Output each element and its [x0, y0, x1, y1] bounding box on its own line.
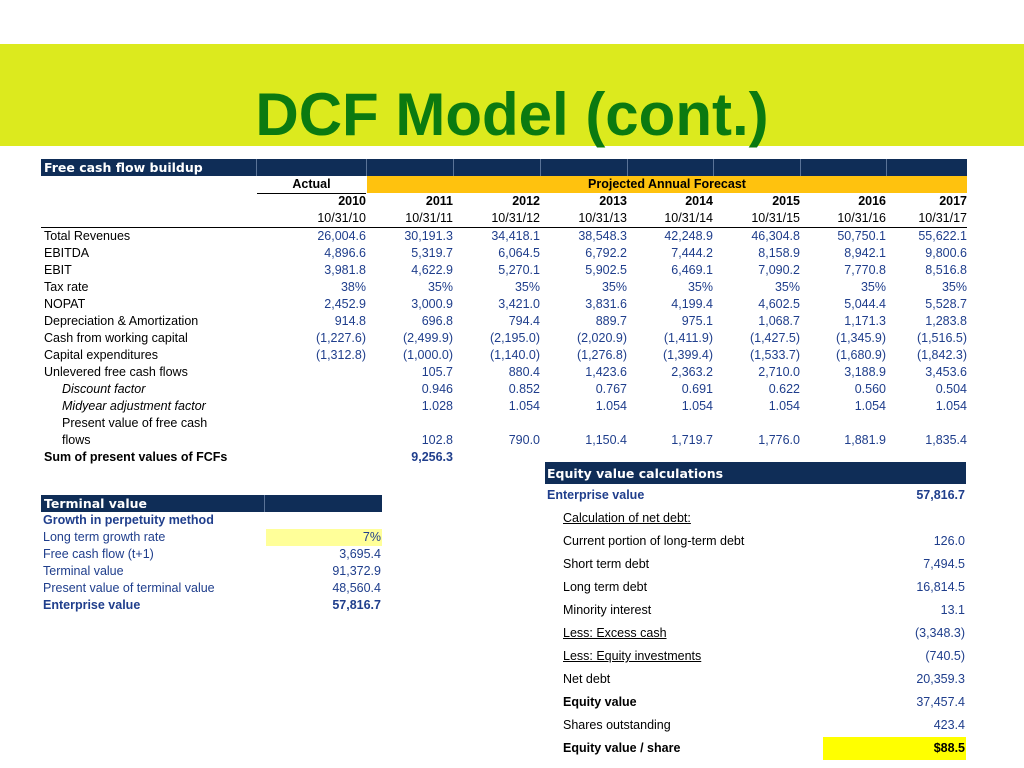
equity-value-per-share: $88.5 — [933, 741, 965, 755]
equity-row-value: 20,359.3 — [916, 672, 965, 686]
terminal-row-value[interactable]: 7% — [362, 530, 381, 544]
date-header: 10/31/11 — [405, 211, 453, 225]
fcf-cell: (1,533.7) — [749, 348, 800, 362]
fcf-cell: 105.7 — [421, 365, 453, 379]
terminal-header-label: Terminal value — [44, 496, 148, 511]
fcf-cell: (2,020.9) — [576, 331, 627, 345]
fcf-row-label: Tax rate — [44, 280, 89, 294]
year-header: 2010 — [338, 194, 366, 208]
fcf-row — [41, 364, 967, 381]
fcf-cell: 1.054 — [595, 399, 627, 413]
terminal-row-label: Long term growth rate — [43, 530, 166, 544]
sum-pv-label: Sum of present values of FCFs — [44, 450, 228, 464]
fcf-row — [41, 262, 967, 279]
fcf-cell: 26,004.6 — [317, 229, 366, 243]
equity-row-value: (3,348.3) — [914, 626, 965, 640]
equity-header-bar — [545, 462, 966, 484]
fcf-row-label-continuation — [41, 415, 967, 432]
fcf-cell: 8,158.9 — [758, 246, 800, 260]
equity-row-label: Net debt — [563, 672, 611, 686]
fcf-cell: 794.4 — [508, 314, 540, 328]
fcf-cell: 1,881.9 — [844, 433, 886, 447]
fcf-cell: (1,345.9) — [835, 331, 886, 345]
fcf-cell: 0.560 — [854, 382, 886, 396]
fcf-cell: 35% — [687, 280, 713, 294]
fcf-cell: (1,842.3) — [916, 348, 967, 362]
fcf-cell: 1.054 — [935, 399, 967, 413]
equity-row-label: Short term debt — [563, 557, 650, 571]
fcf-header-bar — [41, 159, 967, 176]
fcf-row-label: NOPAT — [44, 297, 86, 311]
terminal-method-row — [41, 512, 382, 529]
date-header: 10/31/12 — [491, 211, 540, 225]
equity-header-label: Equity value calculations — [547, 466, 724, 481]
fcf-cell: 1,171.3 — [844, 314, 886, 328]
fcf-cell: 1.028 — [421, 399, 453, 413]
terminal-value-table — [41, 495, 382, 614]
fcf-row-label: Capital expenditures — [44, 348, 158, 362]
equity-row-value: 13.1 — [940, 603, 965, 617]
fcf-row-label: Midyear adjustment factor — [62, 399, 206, 413]
equity-row-value: 423.4 — [933, 718, 965, 732]
fcf-row-label: Discount factor — [62, 382, 146, 396]
date-header: 10/31/16 — [837, 211, 886, 225]
fcf-cell: 7,770.8 — [844, 263, 886, 277]
fcf-cell: (1,427.5) — [749, 331, 800, 345]
fcf-cell: 0.852 — [508, 382, 540, 396]
fcf-cell: 696.8 — [421, 314, 453, 328]
equity-row — [545, 645, 966, 668]
terminal-row-label: Present value of terminal value — [43, 581, 215, 595]
fcf-cell: 3,831.6 — [585, 297, 627, 311]
equity-row-value: 126.0 — [933, 534, 965, 548]
fcf-cell: (2,195.0) — [489, 331, 540, 345]
fcf-header-label: Free cash flow buildup — [44, 160, 203, 175]
slide-title: DCF Model (cont.) — [255, 81, 769, 148]
sum-pv-value: 9,256.3 — [411, 450, 453, 464]
fcf-cell: 3,188.9 — [844, 365, 886, 379]
fcf-cell: 3,981.8 — [324, 263, 366, 277]
fcf-cell: 0.767 — [595, 382, 627, 396]
fcf-row — [41, 228, 967, 245]
fcf-row-label: Total Revenues — [44, 229, 131, 243]
fcf-cell: 5,902.5 — [585, 263, 627, 277]
terminal-row-value: 57,816.7 — [332, 598, 381, 612]
fcf-cell: 0.946 — [421, 382, 453, 396]
fcf-cell: 1.054 — [508, 399, 540, 413]
equity-row — [545, 576, 966, 599]
fcf-cell: 7,090.2 — [758, 263, 800, 277]
terminal-row-value: 48,560.4 — [332, 581, 381, 595]
date-header: 10/31/10 — [317, 211, 366, 225]
fcf-row-label: EBITDA — [44, 246, 90, 260]
fcf-cell: 46,304.8 — [751, 229, 800, 243]
terminal-row — [41, 529, 382, 546]
fcf-cell: 35% — [774, 280, 800, 294]
equity-row-label: Current portion of long-term debt — [563, 534, 745, 548]
fcf-cell: 880.4 — [508, 365, 540, 379]
period-header-row — [41, 176, 967, 193]
fcf-row-label: Depreciation & Amortization — [44, 314, 199, 328]
fcf-cell: 1.054 — [681, 399, 713, 413]
equity-row — [545, 714, 966, 737]
fcf-cell: 50,750.1 — [837, 229, 886, 243]
fcf-cell: 34,418.1 — [491, 229, 540, 243]
fcf-cell: (1,312.8) — [315, 348, 366, 362]
fcf-cell: 914.8 — [334, 314, 366, 328]
fcf-cell: 2,452.9 — [324, 297, 366, 311]
fcf-cell: 30,191.3 — [404, 229, 453, 243]
fcf-cell: 3,421.0 — [498, 297, 540, 311]
net-debt-calc-row — [545, 507, 966, 530]
fcf-cell: 0.691 — [681, 382, 713, 396]
date-header: 10/31/17 — [918, 211, 967, 225]
terminal-row — [41, 563, 382, 580]
fcf-row — [41, 381, 967, 398]
fcf-cell: 5,044.4 — [844, 297, 886, 311]
fcf-cell: (1,399.4) — [662, 348, 713, 362]
net-debt-calc-label: Calculation of net debt: — [563, 511, 691, 525]
fcf-cell: 1,776.0 — [758, 433, 800, 447]
fcf-cell: (1,680.9) — [835, 348, 886, 362]
equity-row — [545, 530, 966, 553]
date-header: 10/31/15 — [751, 211, 800, 225]
fcf-cell: 4,199.4 — [671, 297, 713, 311]
fcf-cell: 6,064.5 — [498, 246, 540, 260]
fcf-cell: 6,469.1 — [671, 263, 713, 277]
enterprise-value-label: Enterprise value — [547, 488, 645, 502]
fcf-cell: 2,363.2 — [671, 365, 713, 379]
fcf-row-label: EBIT — [44, 263, 72, 277]
date-header: 10/31/13 — [578, 211, 627, 225]
enterprise-value-value: 57,816.7 — [916, 488, 965, 502]
fcf-row — [41, 313, 967, 330]
equity-row-label: Minority interest — [563, 603, 652, 617]
fcf-cell: 8,942.1 — [844, 246, 886, 260]
terminal-row — [41, 597, 382, 614]
fcf-row — [41, 347, 967, 364]
fcf-cell: 35% — [860, 280, 886, 294]
fcf-cell: 35% — [514, 280, 540, 294]
fcf-cell: 9,800.6 — [925, 246, 967, 260]
year-header: 2013 — [599, 194, 627, 208]
equity-row-label: Equity value / share — [563, 741, 681, 755]
equity-row-value: 7,494.5 — [923, 557, 965, 571]
fcf-cell: (1,227.6) — [315, 331, 366, 345]
fcf-cell: 35% — [601, 280, 627, 294]
year-header: 2017 — [939, 194, 967, 208]
year-header: 2016 — [858, 194, 886, 208]
equity-row-label: Equity value — [563, 695, 637, 709]
fcf-cell: 38,548.3 — [578, 229, 627, 243]
equity-row-label: Long term debt — [563, 580, 648, 594]
fcf-cell: 8,516.8 — [925, 263, 967, 277]
terminal-header-bar — [41, 495, 382, 512]
fcf-cell: 0.504 — [935, 382, 967, 396]
fcf-cell: 1,068.7 — [758, 314, 800, 328]
fcf-row-label: Cash from working capital — [44, 331, 188, 345]
terminal-row-label: Terminal value — [43, 564, 124, 578]
year-header: 2012 — [512, 194, 540, 208]
fcf-row — [41, 432, 967, 449]
equity-row-value: 16,814.5 — [916, 580, 965, 594]
fcf-cell: 5,528.7 — [925, 297, 967, 311]
fcf-cell: 3,000.9 — [411, 297, 453, 311]
fcf-cell: 4,622.9 — [411, 263, 453, 277]
enterprise-value-row — [545, 484, 966, 507]
terminal-row — [41, 580, 382, 597]
fcf-cell: 55,622.1 — [918, 229, 967, 243]
equity-row — [545, 737, 966, 760]
terminal-row-value: 3,695.4 — [339, 547, 381, 561]
fcf-table — [41, 159, 967, 466]
equity-value-table — [545, 462, 966, 760]
date-header: 10/31/14 — [664, 211, 713, 225]
fcf-row — [41, 245, 967, 262]
equity-row-value: (740.5) — [925, 649, 965, 663]
fcf-cell: (1,000.0) — [402, 348, 453, 362]
fcf-cell: 1.054 — [854, 399, 886, 413]
fcf-cell: (1,516.5) — [916, 331, 967, 345]
equity-row-value: 37,457.4 — [916, 695, 965, 709]
fcf-cell: 2,710.0 — [758, 365, 800, 379]
fcf-cell: (1,276.8) — [576, 348, 627, 362]
terminal-row-label: Free cash flow (t+1) — [43, 547, 154, 561]
fcf-cell: 3,453.6 — [925, 365, 967, 379]
fcf-cell: 1,423.6 — [585, 365, 627, 379]
equity-row — [545, 599, 966, 622]
year-header: 2011 — [425, 194, 453, 208]
fcf-cell: 1,283.8 — [925, 314, 967, 328]
fcf-cell: 0.622 — [768, 382, 800, 396]
fcf-cell: 889.7 — [595, 314, 627, 328]
year-header: 2014 — [685, 194, 713, 208]
fcf-row — [41, 296, 967, 313]
fcf-cell: 5,270.1 — [498, 263, 540, 277]
fcf-cell: (1,140.0) — [489, 348, 540, 362]
terminal-method-label: Growth in perpetuity method — [43, 513, 214, 527]
date-row — [41, 210, 967, 228]
terminal-row — [41, 546, 382, 563]
projected-label: Projected Annual Forecast — [367, 176, 967, 193]
equity-row — [545, 668, 966, 691]
fcf-cell: 1.054 — [768, 399, 800, 413]
fcf-cell: (1,411.9) — [663, 331, 713, 345]
year-row — [41, 193, 967, 210]
equity-row — [545, 691, 966, 714]
equity-row-label: Shares outstanding — [563, 718, 671, 732]
terminal-row-value: 91,372.9 — [332, 564, 381, 578]
fcf-cell: 1,719.7 — [671, 433, 713, 447]
fcf-cell: (2,499.9) — [402, 331, 453, 345]
terminal-row-label: Enterprise value — [43, 598, 141, 612]
actual-label: Actual — [257, 176, 366, 194]
fcf-row-label: flows — [62, 433, 91, 447]
fcf-cell: 1,150.4 — [585, 433, 627, 447]
equity-row — [545, 622, 966, 645]
fcf-row — [41, 398, 967, 415]
fcf-cell: 975.1 — [681, 314, 713, 328]
year-header: 2015 — [772, 194, 800, 208]
fcf-cell: 790.0 — [508, 433, 540, 447]
fcf-cell: 4,896.6 — [324, 246, 366, 260]
equity-row-label: Less: Excess cash — [563, 626, 667, 640]
fcf-cell: 7,444.2 — [671, 246, 713, 260]
fcf-cell: 4,602.5 — [758, 297, 800, 311]
fcf-cell: 1,835.4 — [925, 433, 967, 447]
fcf-cell: 6,792.2 — [585, 246, 627, 260]
equity-row — [545, 553, 966, 576]
fcf-cell: 42,248.9 — [664, 229, 713, 243]
fcf-row — [41, 330, 967, 347]
fcf-cell: 35% — [941, 280, 967, 294]
fcf-cell: 102.8 — [421, 433, 453, 447]
fcf-row-label: Present value of free cash — [62, 416, 208, 430]
fcf-cell: 38% — [340, 280, 366, 294]
fcf-cell: 5,319.7 — [411, 246, 453, 260]
equity-row-label: Less: Equity investments — [563, 649, 702, 663]
fcf-cell: 35% — [427, 280, 453, 294]
fcf-row-label: Unlevered free cash flows — [44, 365, 188, 379]
fcf-row — [41, 279, 967, 296]
